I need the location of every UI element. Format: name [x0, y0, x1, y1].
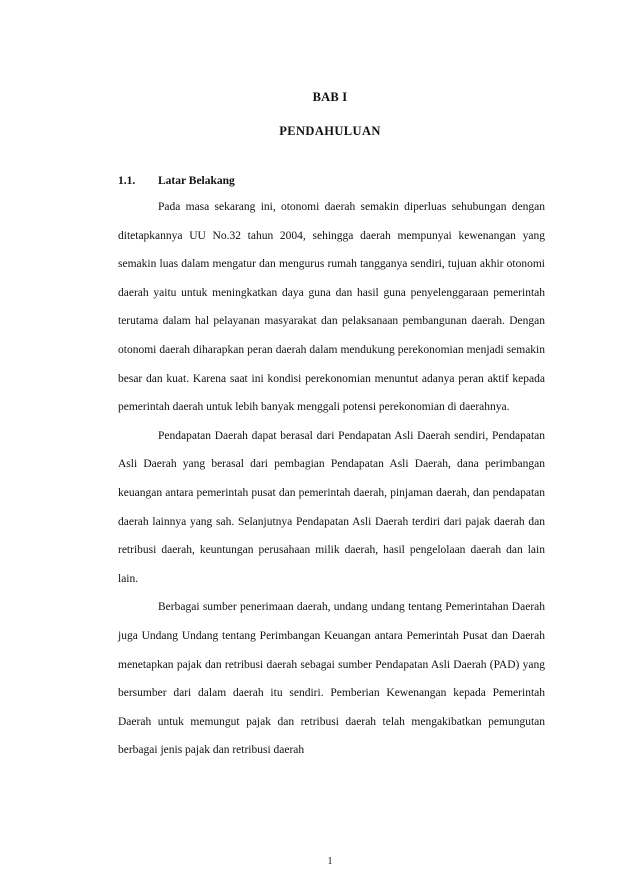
paragraph-3: Berbagai sumber penerimaan daerah, undang undang tentang Pemerintahan Daerah juga Undang Undang tentang Perimbangan Keuangan antara Pemerintah Pusat dan Daerah menetapkan pajak dan retribusi daerah sebagai sumber Pendapatan Asli Daerah (PAD) yang bersumber dari dalam daerah itu sendiri. Pemberian Kewenangan kepada Pemerintah Daerah untuk memungut pajak dan retribusi daerah telah mengakibatkan pemungutan berbagai jenis pajak dan retribusi daerah — [118, 601, 545, 757]
paragraph-2: Pendapatan Daerah dapat berasal dari Pendapatan Asli Daerah sendiri, Pendapatan Asli Daerah yang berasal dari pembagian Pendapatan Asli Daerah, dana perimbangan keuangan antara pemerintah pusat dan pemerintah daerah, pinjaman daerah, dan pendapatan daerah lainnya yang sah. Selanjutnya Pendapatan Asli Daerah terdiri dari pajak daerah dan retribusi daerah, keuntungan perusahaan milik daerah, hasil pengelolaan daerah dan lain lain. — [118, 429, 545, 585]
section-number: 1.1. — [118, 175, 136, 187]
section-title: Latar Belakang — [158, 175, 235, 187]
chapter-number: BAB I — [312, 90, 348, 104]
page-number: 1 — [327, 856, 333, 867]
section-heading — [118, 175, 235, 187]
paragraph-1: Pada masa sekarang ini, otonomi daerah semakin diperluas sehubungan dengan ditetapkannya UU No.32 tahun 2004, sehingga daerah mempunyai kewenangan yang semakin luas dalam mengatur dan mengurus rumah tangganya sendiri, tujuan akhir otonomi daerah yaitu untuk meningkatkan daya guna dan hasil guna penyelenggaraan pemerintah terutama dalam hal pelayanan masyarakat dan pelaksanaan pembangunan daerah. Dengan otonomi daerah diharapkan peran daerah dalam mendukung perekonomian menjadi semakin besar dan kuat. Karena saat ini kondisi perekonomian menuntut adanya peran aktif kepada pemerintah daerah untuk lebih banyak menggali potensi perekonomian di daerahnya. — [118, 201, 545, 414]
chapter-title: PENDAHULUAN — [279, 124, 381, 138]
body-text — [118, 193, 545, 765]
